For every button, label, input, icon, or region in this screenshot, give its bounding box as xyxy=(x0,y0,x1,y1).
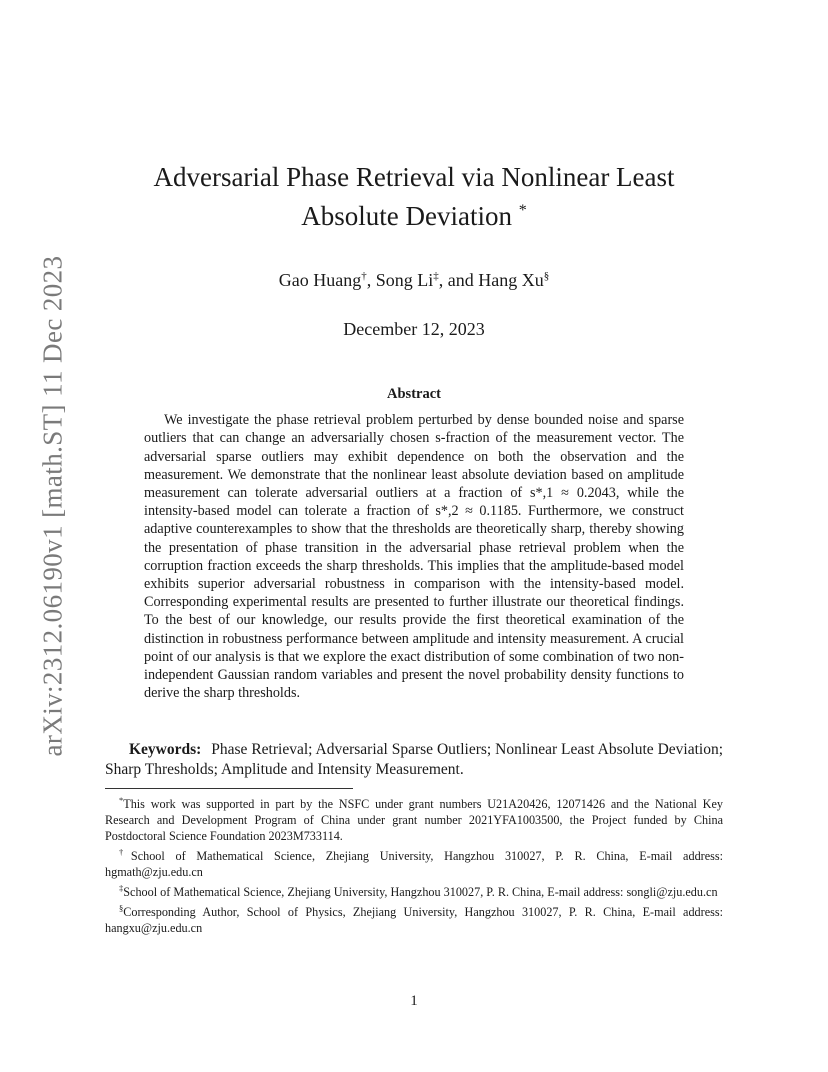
author-joiner: and xyxy=(447,270,474,290)
footnote-text: School of Mathematical Science, Zhejiang University, Hangzhou 310027, P. R. China, E-mail address: hgmath@zju.edu.cn xyxy=(105,849,723,880)
footnote-mark: ‡ xyxy=(119,883,124,894)
footnote xyxy=(105,844,723,880)
abstract-section xyxy=(144,385,684,702)
footnote xyxy=(105,792,723,844)
author-name: Hang Xu xyxy=(478,270,544,290)
footnote-text: School of Mathematical Science, Zhejiang University, Hangzhou 310027, P. R. China, E-mail address: songli@zju.edu.cn xyxy=(123,885,718,900)
footnote-text: Corresponding Author, School of Physics, Zhejiang University, Hangzhou 310027, P. R. China, E-mail address: hangxu@zju.edu.cn xyxy=(105,905,723,936)
footnote-divider xyxy=(105,788,353,789)
title-block xyxy=(105,160,723,340)
author-list: Gao Huang†, Song Li‡, and Hang Xu§ xyxy=(278,270,550,290)
author-name: Song Li xyxy=(375,270,434,290)
title-footnote-mark: * xyxy=(518,202,527,219)
page-number: 1 xyxy=(410,993,418,1009)
author-footnote-mark: ‡ xyxy=(433,270,439,282)
footnote xyxy=(105,900,723,936)
footnote xyxy=(105,880,723,900)
author-footnote-mark: † xyxy=(361,270,367,282)
author-footnote-mark: § xyxy=(543,270,550,282)
author-name: Gao Huang xyxy=(278,270,362,290)
footnote-mark: † xyxy=(119,847,131,858)
title-line-1: Adversarial Phase Retrieval via Nonlinear Least xyxy=(153,162,675,192)
abstract-heading: Abstract xyxy=(387,386,441,402)
footnotes-section xyxy=(105,792,723,936)
arxiv-identifier: arXiv:2312.06190v1 [math.ST] 11 Dec 2023 xyxy=(37,255,68,757)
paper-date: December 12, 2023 xyxy=(343,319,485,339)
title-line-2: Absolute Deviation xyxy=(301,201,512,231)
footnote-mark: * xyxy=(119,795,124,805)
footnote-mark: § xyxy=(119,903,124,914)
paper-title xyxy=(105,160,723,233)
keywords-section xyxy=(105,740,723,780)
footnote-text: This work was supported in part by the NSFC under grant numbers U21A20426, 12071426 and the National Key Research and Development Program of China under grant number 2021YFA1003500, the Project funded by China Postdoctoral Science Foundation 2023M733114. xyxy=(105,797,723,844)
keywords-text: Phase Retrieval; Adversarial Sparse Outliers; Nonlinear Least Absolute Deviation; Sharp Thresholds; Amplitude and Intensity Measurement. xyxy=(105,741,723,778)
keywords-label: Keywords: xyxy=(129,741,202,758)
abstract-text: We investigate the phase retrieval problem perturbed by dense bounded noise and sparse outliers that can change an adversarially chosen s-fraction of the measurement vector. The adversarial sparse outliers may exhibit dependence on both the observation and the measurement. We demonstrate that the nonlinear least absolute deviation based on amplitude measurement can tolerate adversarial outliers at a fraction of s*,1 ≈ 0.2043, while the intensity-based model can tolerate a fraction of s*,2 ≈ 0.1185. Furthermore, we construct adaptive counterexamples to show that the thresholds are theoretically sharp, thereby showing the presentation of phase transition in the adversarial phase retrieval problem when the corruption fraction exceeds the sharp thresholds. This implies that the amplitude-based model exhibits superior adversarial robustness in comparison with the intensity-based model. Corresponding experimental results are presented to further illustrate our theoretical findings. To the best of our knowledge, our results provide the first theoretical examination of the distinction in robustness performance between amplitude and intensity measurement. A crucial point of our analysis is that we explore the exact distribution of some combination of two non-independent Gaussian random variables and present the novel probability density functions to derive the sharp thresholds. xyxy=(144,412,684,702)
